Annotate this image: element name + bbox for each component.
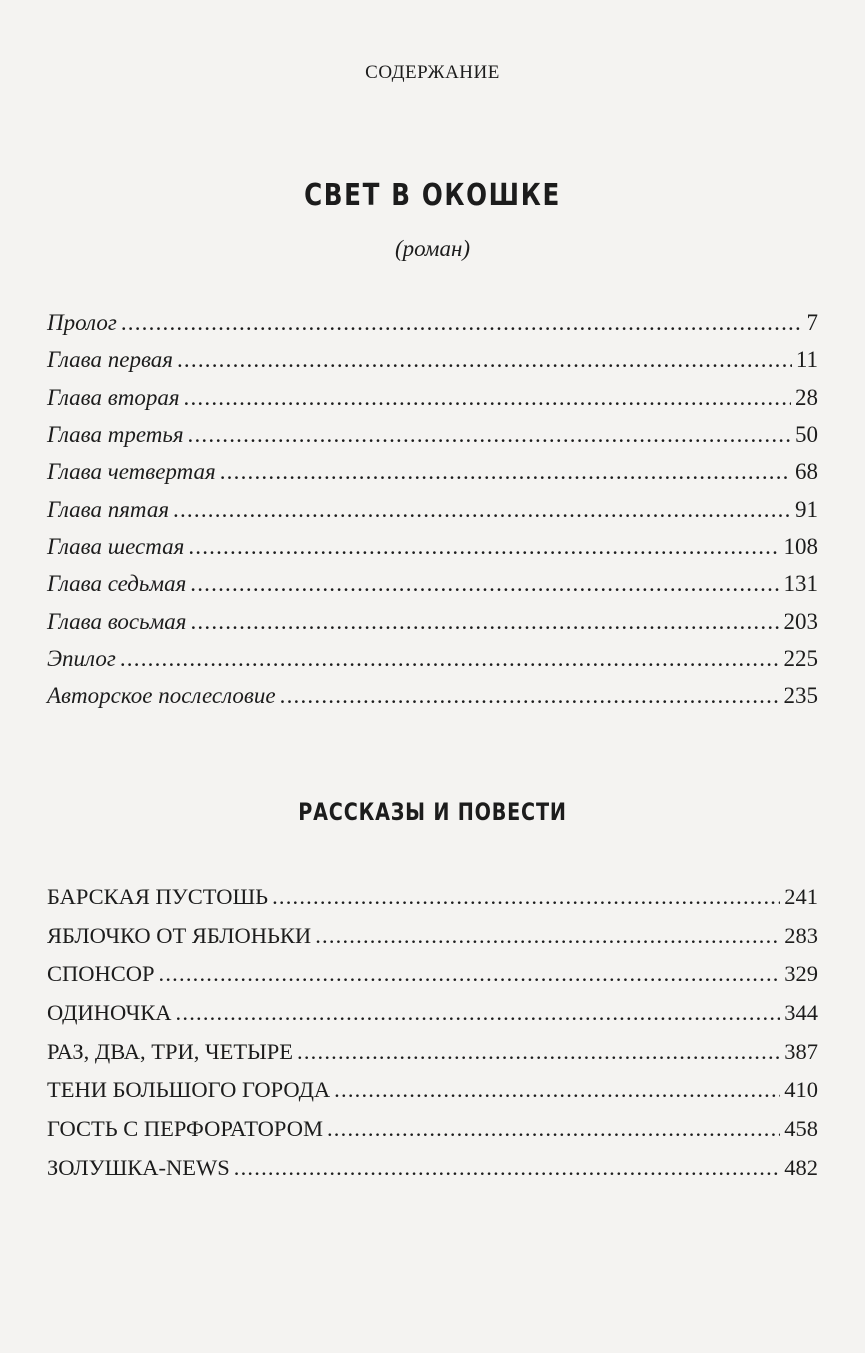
toc-entry-page: 344 [784,1000,818,1026]
toc-entry-label: Глава четвертая [47,459,216,485]
toc-entry-page: 7 [806,310,818,336]
toc-entry-page: 482 [784,1154,818,1180]
dot-leader [176,1001,781,1024]
toc-entry-label: Глава пятая [47,496,170,522]
toc-entry-page: 28 [795,384,818,410]
dot-leader [327,1117,780,1140]
toc-entry-story[interactable] [47,1077,818,1116]
toc-entry-page: 50 [795,422,818,448]
dot-leader [315,924,780,947]
dot-leader [121,310,803,333]
toc-entry-chapter-3[interactable] [47,422,818,459]
toc-entry-label: РАЗ, ДВА, ТРИ, ЧЕТЫРЕ [47,1038,294,1064]
dot-leader [188,422,791,445]
toc-entry-page: 283 [784,922,818,948]
toc-entry-story[interactable] [47,1039,818,1078]
toc-entry-page: 329 [784,961,818,987]
dot-leader [177,347,792,370]
toc-entry-label: Глава третья [47,422,184,448]
toc-entry-story[interactable] [47,961,818,1000]
page-heading: СОДЕРЖАНИЕ [365,62,500,83]
dot-leader [188,534,779,557]
toc-entry-label: Авторское послесловие [47,683,276,709]
toc-entry-chapter-6[interactable] [47,534,818,571]
novel-subtitle: (роман) [394,236,471,261]
toc-entry-page: 91 [795,496,818,522]
dot-leader [190,571,779,594]
toc-entry-label: ТЕНИ БОЛЬШОГО ГОРОДА [47,1077,331,1103]
toc-entry-prologue[interactable] [47,310,818,347]
toc-entry-label: Глава седьмая [47,571,187,597]
toc-entry-page: 387 [784,1038,818,1064]
toc-entry-page: 225 [783,645,818,671]
toc-entry-chapter-2[interactable] [47,385,818,422]
toc-entry-label: ЗОЛУШКА-NEWS [47,1154,230,1180]
toc-entry-story[interactable] [47,1116,818,1155]
toc-entry-page: 11 [795,347,818,373]
dot-leader [173,496,791,519]
toc-entry-label: Эпилог [47,645,116,671]
toc-entry-label: ГОСТЬ С ПЕРФОРАТОРОМ [47,1116,323,1142]
dot-leader [234,1156,780,1179]
toc-entry-story[interactable] [47,1000,818,1039]
toc-entry-chapter-4[interactable] [47,459,818,496]
toc-entry-story[interactable] [47,1155,818,1194]
toc-entry-afterword[interactable] [47,683,818,720]
dot-leader [159,962,781,985]
toc-entry-page: 458 [784,1116,818,1142]
stories-contents-list [47,884,818,1194]
toc-entry-page: 235 [783,683,818,709]
novel-contents-list [47,310,818,720]
toc-entry-page: 68 [795,459,818,485]
toc-entry-story[interactable] [47,923,818,962]
dot-leader [272,885,780,908]
toc-entry-label: Глава шестая [47,533,185,559]
toc-entry-page: 203 [783,608,818,634]
toc-entry-page: 241 [784,884,818,909]
toc-entry-label: ОДИНОЧКА [47,1000,172,1026]
toc-entry-epilogue[interactable] [47,646,818,683]
toc-entry-chapter-1[interactable] [47,347,818,384]
toc-entry-page: 410 [784,1077,818,1103]
toc-entry-label: Пролог [47,310,117,336]
toc-entry-chapter-8[interactable] [47,608,818,645]
toc-entry-page: 108 [783,533,818,559]
dot-leader [220,459,791,482]
dot-leader [120,646,780,669]
dot-leader [334,1078,780,1101]
stories-section-title: РАССКАЗЫ И ПОВЕСТИ [298,798,567,826]
novel-title: СВЕТ В ОКОШКЕ [304,178,561,213]
dot-leader [184,385,791,408]
dot-leader [190,608,779,631]
toc-entry-story[interactable] [47,884,818,923]
toc-entry-label: СПОНСОР [47,961,155,987]
toc-entry-label: Глава первая [47,347,173,373]
toc-entry-label: ЯБЛОЧКО ОТ ЯБЛОНЬКИ [47,922,312,948]
toc-entry-page: 131 [783,571,818,597]
toc-entry-chapter-5[interactable] [47,496,818,533]
toc-entry-label: Глава восьмая [47,608,187,634]
toc-entry-label: Глава вторая [47,384,180,410]
dot-leader [280,683,780,706]
toc-entry-label: БАРСКАЯ ПУСТОШЬ [47,884,269,909]
dot-leader [297,1040,780,1063]
toc-entry-chapter-7[interactable] [47,571,818,608]
